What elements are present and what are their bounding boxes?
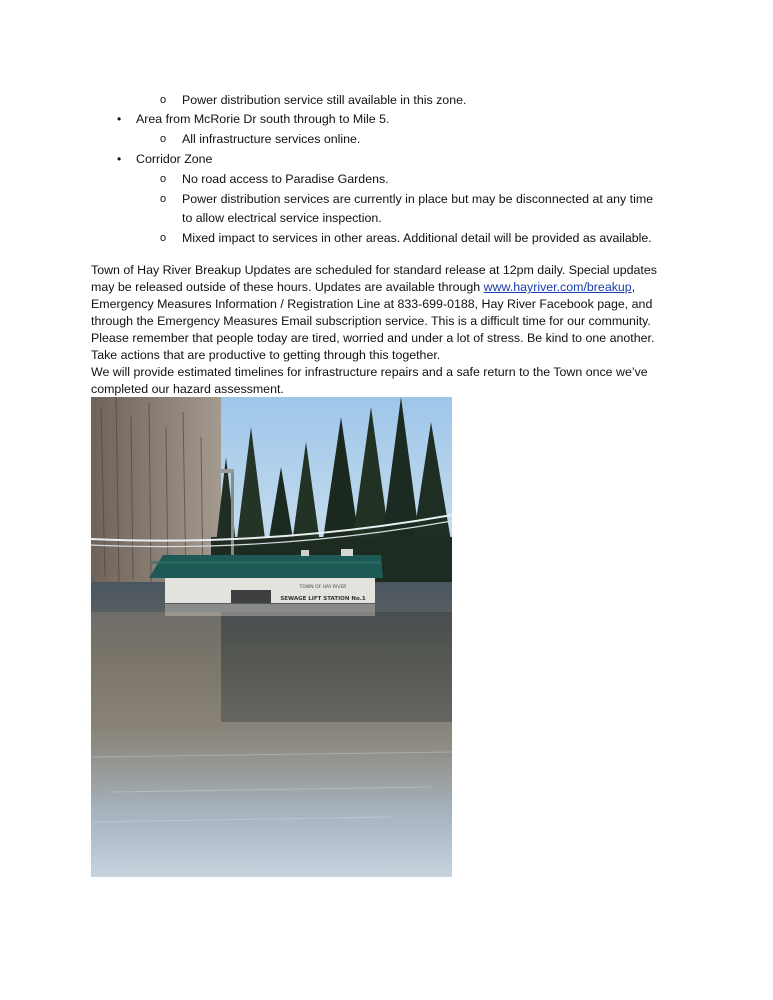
list-marker: • <box>117 152 122 166</box>
lift-station-building <box>149 549 383 616</box>
body-paragraph <box>91 262 691 398</box>
list-marker: o <box>160 133 167 145</box>
list-marker: • <box>117 112 122 126</box>
body-line: through the Emergency Measures Email subscription service. This is a difficult time for our community. <box>91 314 651 328</box>
body-text: , <box>631 280 636 294</box>
list-marker: o <box>160 173 167 185</box>
list-marker: o <box>160 193 167 205</box>
body-line: Emergency Measures Information / Registration Line at 833-699-0188, Hay River Facebook page, and <box>91 297 653 311</box>
building-sign-bottom: SEWAGE LIFT STATION No.1 <box>280 596 366 602</box>
flood-photo <box>91 397 452 877</box>
body-line: Take actions that are productive to getting through this together. <box>91 348 441 362</box>
list-item: All infrastructure services online. <box>182 132 361 146</box>
body-line: We will provide estimated timelines for infrastructure repairs and a safe return to the Town once we’ve <box>91 365 648 379</box>
body-line: Town of Hay River Breakup Updates are scheduled for standard release at 12pm daily. Special updates <box>91 263 657 277</box>
list-marker: o <box>160 232 167 244</box>
breakup-link[interactable]: www.hayriver.com/breakup <box>483 280 632 294</box>
building-sign-top: TOWN OF HAY RIVER <box>299 585 347 590</box>
body-line: Please remember that people today are tired, worried and under a lot of stress. Be kind to one another. <box>91 331 655 345</box>
body-line <box>91 279 691 296</box>
list-item: Area from McRorie Dr south through to Mile 5. <box>136 112 390 126</box>
body-text: may be released outside of these hours. Updates are available through <box>91 280 484 294</box>
list-item: No road access to Paradise Gardens. <box>182 172 389 186</box>
list-marker: o <box>160 94 167 106</box>
list-item: to allow electrical service inspection. <box>182 211 382 225</box>
flood-photo-illustration <box>91 397 452 877</box>
list-item: Corridor Zone <box>136 152 213 166</box>
list-item: Power distribution services are currently in place but may be disconnected at any time <box>182 192 654 206</box>
body-line: completed our hazard assessment. <box>91 382 284 396</box>
list-item: Mixed impact to services in other areas. Additional detail will be provided as available. <box>182 231 652 245</box>
list-item: Power distribution service still available in this zone. <box>182 93 467 107</box>
